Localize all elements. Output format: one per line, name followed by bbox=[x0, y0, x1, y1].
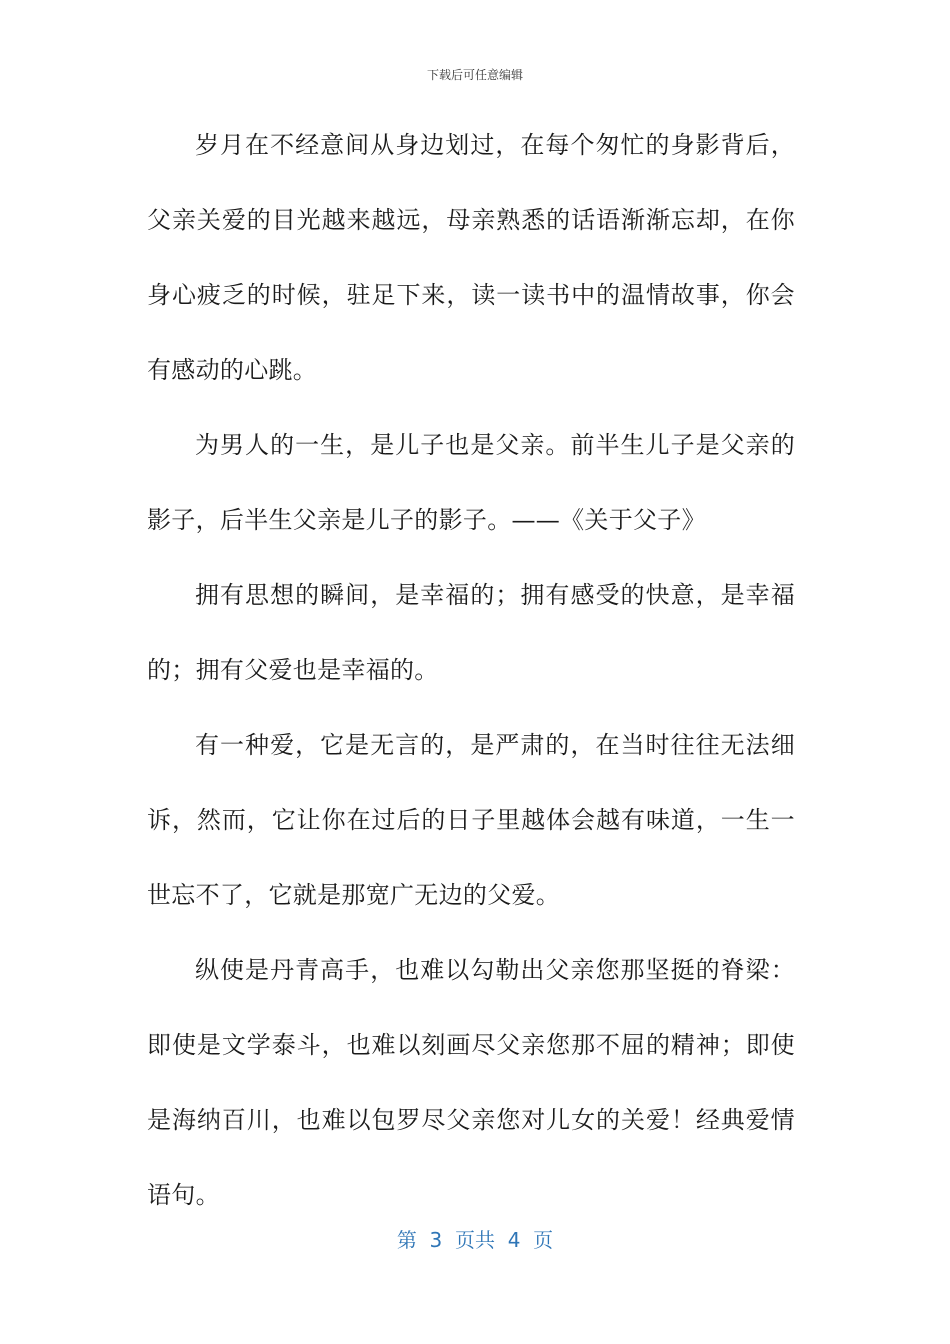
document-body bbox=[147, 108, 795, 1233]
paragraph: 纵使是丹青高手，也难以勾勒出父亲您那坚挺的脊梁：即使是文学泰斗，也难以刻画尽父亲您那不屈的精神；即使是海纳百川，也难以包罗尽父亲您对儿女的关爱！经典爱情语句。 bbox=[147, 956, 795, 1209]
paragraph: 为男人的一生，是儿子也是父亲。前半生儿子是父亲的影子，后半生父亲是儿子的影子。——《关于父子》 bbox=[147, 431, 795, 534]
paragraph: 拥有思想的瞬间，是幸福的；拥有感受的快意，是幸福的；拥有父爱也是幸福的。 bbox=[147, 581, 795, 684]
page-header: 下载后可任意编辑 bbox=[426, 68, 523, 82]
paragraph: 岁月在不经意间从身边划过，在每个匆忙的身影背后，父亲关爱的目光越来越远，母亲熟悉的话语渐渐忘却，在你身心疲乏的时候，驻足下来，读一读书中的温情故事，你会有感动的心跳。 bbox=[147, 131, 795, 384]
page-number-footer: 第 3 页共 4 页 bbox=[396, 1228, 554, 1252]
paragraph: 有一种爱，它是无言的，是严肃的，在当时往往无法细诉，然而，它让你在过后的日子里越体会越有味道，一生一世忘不了，它就是那宽广无边的父爱。 bbox=[147, 731, 795, 909]
